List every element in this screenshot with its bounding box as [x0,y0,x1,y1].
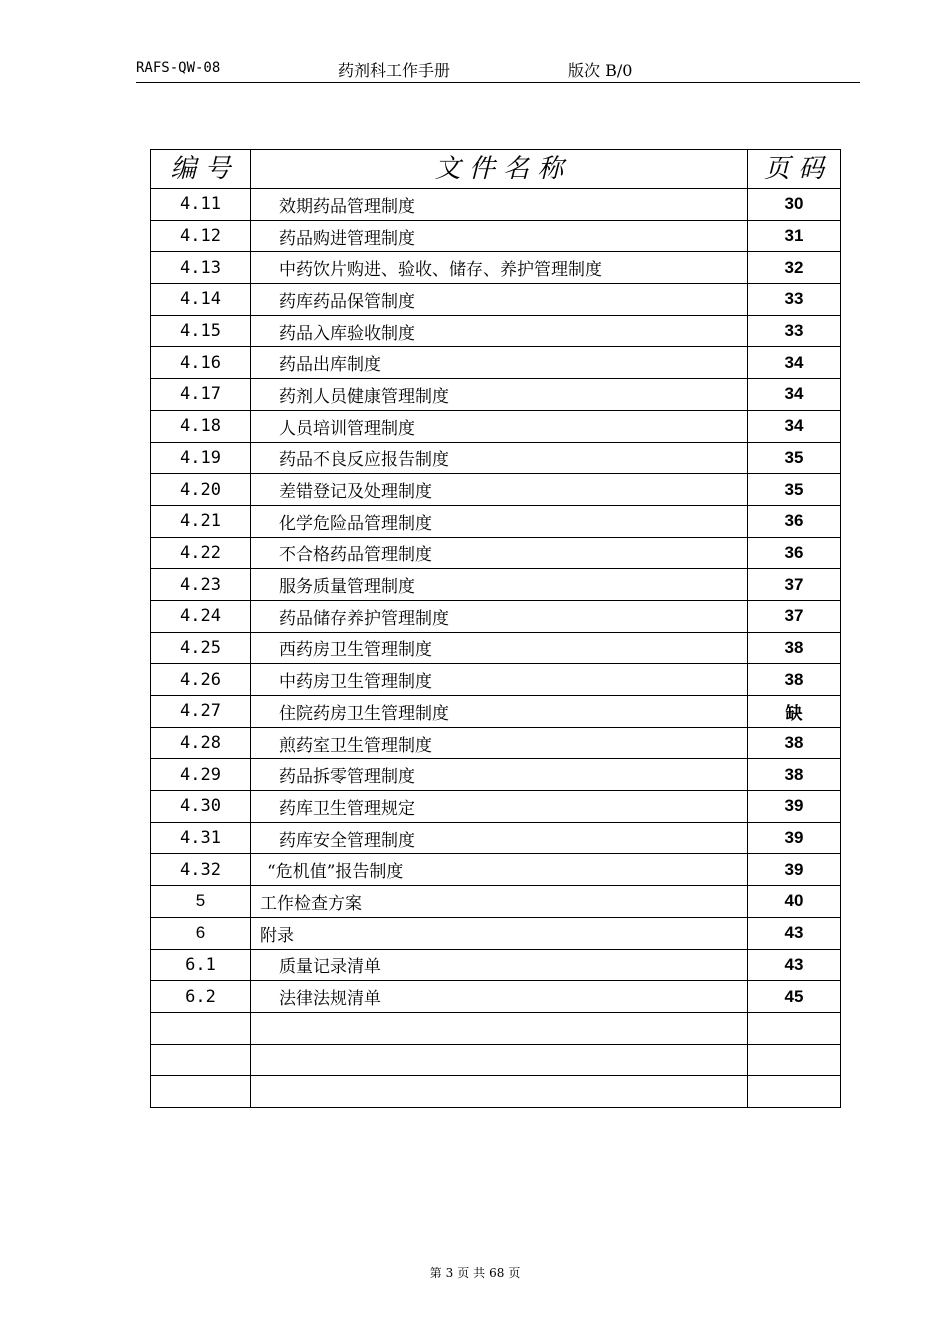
table-row [151,220,841,252]
section-title: 药品不良反应报告制度 [251,442,748,474]
table-row [151,379,841,411]
table-row [151,696,841,728]
section-number: 6.2 [151,981,251,1013]
page-number: 38 [748,727,841,759]
section-number: 4.29 [151,759,251,791]
page-number: 33 [748,315,841,347]
section-title: 工作检查方案 [251,886,748,918]
section-title: 住院药房卫生管理制度 [251,696,748,728]
section-number: 4.12 [151,220,251,252]
empty-cell [151,1012,251,1044]
page-number: 32 [748,252,841,284]
table-row [151,854,841,886]
table-row [151,442,841,474]
section-number: 4.28 [151,727,251,759]
empty-cell [251,1076,748,1108]
section-title: 药库卫生管理规定 [251,791,748,823]
page-number: 43 [748,949,841,981]
section-number: 4.14 [151,284,251,316]
empty-cell [748,1012,841,1044]
table-row [151,569,841,601]
section-number: 4.25 [151,632,251,664]
table-row [151,284,841,316]
section-number: 4.19 [151,442,251,474]
table-row [151,252,841,284]
page-number: 31 [748,220,841,252]
section-title: 服务质量管理制度 [251,569,748,601]
section-title: 人员培训管理制度 [251,410,748,442]
table-row [151,600,841,632]
page-number: 34 [748,410,841,442]
page-number: 35 [748,442,841,474]
toc-header-row [151,150,841,189]
section-title: 药品储存养护管理制度 [251,600,748,632]
empty-cell [151,1076,251,1108]
section-title: 药品出库制度 [251,347,748,379]
table-row [151,822,841,854]
page-number: 缺 [748,696,841,728]
table-row [151,664,841,696]
document-id: RAFS-QW-08 [136,60,221,76]
footer-page-suffix: 页 [508,1266,521,1280]
section-title: 药库安全管理制度 [251,822,748,854]
page-number: 37 [748,600,841,632]
column-header-page: 页 码 [748,150,841,189]
page-number: 40 [748,886,841,918]
section-title: 药品入库验收制度 [251,315,748,347]
empty-table-row [151,1044,841,1076]
section-title: 差错登记及处理制度 [251,474,748,506]
table-row [151,886,841,918]
footer-page-prefix: 第 [429,1266,442,1280]
table-row [151,727,841,759]
toc-table [150,149,841,1108]
version-label: 版次 B/0 [568,61,633,80]
page-footer [0,1264,950,1281]
section-number: 4.32 [151,854,251,886]
table-row [151,949,841,981]
section-number: 4.30 [151,791,251,823]
table-row [151,917,841,949]
empty-table-row [151,1012,841,1044]
section-number: 6 [151,917,251,949]
section-number: 4.11 [151,189,251,221]
page-number: 39 [748,854,841,886]
page-number: 37 [748,569,841,601]
table-row [151,410,841,442]
section-title: 质量记录清单 [251,949,748,981]
table-row [151,791,841,823]
section-number: 4.16 [151,347,251,379]
section-title: 化学危险品管理制度 [251,505,748,537]
section-number: 4.24 [151,600,251,632]
section-number: 4.15 [151,315,251,347]
page-number: 36 [748,537,841,569]
page-number: 45 [748,981,841,1013]
page-number: 39 [748,791,841,823]
section-title: 药品购进管理制度 [251,220,748,252]
empty-table-row [151,1076,841,1108]
page-number: 38 [748,664,841,696]
page-header [136,58,860,83]
section-title: 中药饮片购进、验收、储存、养护管理制度 [251,252,748,284]
section-number: 4.13 [151,252,251,284]
section-number: 4.17 [151,379,251,411]
section-number: 4.18 [151,410,251,442]
page-number: 35 [748,474,841,506]
section-title: 药库药品保管制度 [251,284,748,316]
page-number: 33 [748,284,841,316]
column-header-number: 编 号 [151,150,251,189]
table-row [151,632,841,664]
page-number: 38 [748,632,841,664]
page-number: 36 [748,505,841,537]
page-number: 38 [748,759,841,791]
table-row [151,981,841,1013]
section-title: 附录 [251,917,748,949]
section-number: 4.22 [151,537,251,569]
empty-cell [151,1044,251,1076]
section-number: 6.1 [151,949,251,981]
empty-cell [748,1076,841,1108]
section-number: 4.26 [151,664,251,696]
section-title: 煎药室卫生管理制度 [251,727,748,759]
table-row [151,347,841,379]
table-row [151,759,841,791]
page-number: 30 [748,189,841,221]
section-number: 4.27 [151,696,251,728]
table-row [151,189,841,221]
empty-cell [748,1044,841,1076]
column-header-title: 文 件 名 称 [251,150,748,189]
section-title: 效期药品管理制度 [251,189,748,221]
section-title: “危机值”报告制度 [251,854,748,886]
section-number: 4.23 [151,569,251,601]
table-row [151,537,841,569]
section-title: 法律法规清单 [251,981,748,1013]
section-number: 5 [151,886,251,918]
section-title: 药品拆零管理制度 [251,759,748,791]
section-title: 不合格药品管理制度 [251,537,748,569]
section-title: 药剂人员健康管理制度 [251,379,748,411]
section-number: 4.31 [151,822,251,854]
manual-title: 药剂科工作手册 [338,61,451,80]
page-number: 39 [748,822,841,854]
footer-page-mid: 页 共 [457,1266,486,1280]
footer-current-page: 3 [445,1266,454,1280]
section-title: 西药房卫生管理制度 [251,632,748,664]
page-number: 34 [748,347,841,379]
section-number: 4.20 [151,474,251,506]
page-number: 34 [748,379,841,411]
table-row [151,315,841,347]
table-row [151,505,841,537]
page-number: 43 [748,917,841,949]
section-number: 4.21 [151,505,251,537]
empty-cell [251,1012,748,1044]
section-title: 中药房卫生管理制度 [251,664,748,696]
table-row [151,474,841,506]
toc-body [151,189,841,1108]
footer-total-pages: 68 [489,1266,505,1280]
empty-cell [251,1044,748,1076]
